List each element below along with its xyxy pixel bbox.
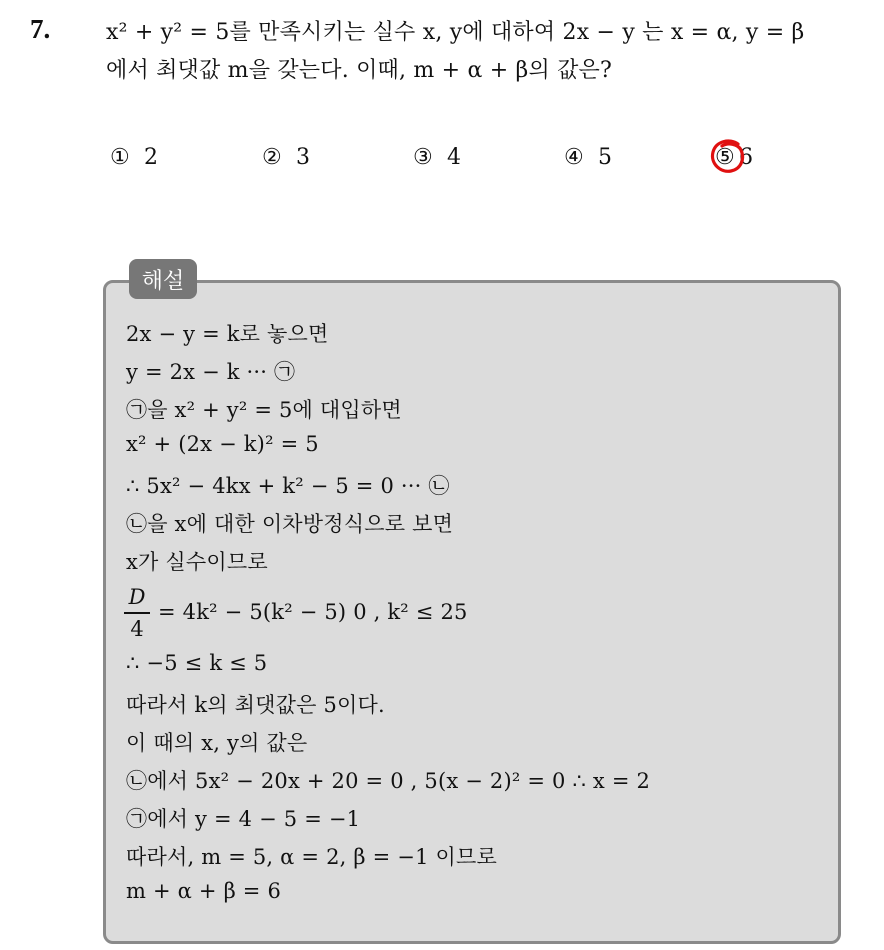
solution-line: x² + (2x − k)² = 5 bbox=[126, 432, 319, 456]
choice-mark: ① bbox=[110, 145, 130, 170]
question-text-line-2: 에서 최댓값 m을 갖는다. 이때, m + α + β의 값은? bbox=[106, 58, 613, 83]
choice-value: 2 bbox=[144, 145, 158, 170]
fraction-denominator: 4 bbox=[130, 616, 144, 641]
choice-mark: ④ bbox=[564, 145, 584, 170]
question-text-line-1: x² + y² = 5를 만족시키는 실수 x, y에 대하여 2x − y 는 x = α, y = β bbox=[106, 20, 805, 45]
question-number: 7. bbox=[30, 14, 51, 44]
choice-mark: ⑤ bbox=[715, 145, 735, 170]
fraction-bar bbox=[124, 612, 150, 614]
choice-2[interactable] bbox=[262, 145, 310, 170]
choice-1[interactable] bbox=[110, 145, 158, 170]
red-circle-mark-icon bbox=[708, 137, 748, 177]
solution-line: x가 실수이므로 bbox=[126, 550, 268, 574]
solution-line: ㉡을 x에 대한 이차방정식으로 보면 bbox=[126, 512, 454, 536]
solution-line: ∴ 5x² − 4kx + k² − 5 = 0 ··· ㉡ bbox=[126, 474, 450, 498]
solution-line: ㉠에서 y = 4 − 5 = −1 bbox=[126, 807, 361, 831]
solution-tag: 해설 bbox=[129, 259, 197, 299]
discriminant-fraction bbox=[124, 584, 150, 642]
choice-value: 3 bbox=[296, 145, 310, 170]
discriminant-expression: = 4k² − 5(k² − 5) 0 , k² ≤ 25 bbox=[158, 600, 468, 624]
choice-value: 6 bbox=[739, 145, 753, 170]
solution-line: ㉡에서 5x² − 20x + 20 = 0 , 5(x − 2)² = 0 ∴ x = 2 bbox=[126, 769, 651, 793]
choice-4[interactable] bbox=[564, 145, 612, 170]
fraction-numerator: D bbox=[128, 585, 146, 609]
choice-value: 4 bbox=[447, 145, 461, 170]
solution-line: m + α + β = 6 bbox=[126, 879, 282, 903]
solution-line: ㉠을 x² + y² = 5에 대입하면 bbox=[126, 398, 402, 422]
solution-line: 이 때의 x, y의 값은 bbox=[126, 731, 308, 755]
solution-line: 따라서 k의 최댓값은 5이다. bbox=[126, 693, 385, 717]
choice-5[interactable] bbox=[715, 145, 753, 170]
solution-line: 2x − y = k로 놓으면 bbox=[126, 322, 329, 346]
solution-line: y = 2x − k ··· ㉠ bbox=[126, 360, 296, 384]
solution-line: ∴ −5 ≤ k ≤ 5 bbox=[126, 651, 268, 675]
choice-mark: ② bbox=[262, 145, 282, 170]
solution-line: 따라서, m = 5, α = 2, β = −1 이므로 bbox=[126, 845, 497, 869]
choice-value: 5 bbox=[598, 145, 612, 170]
choice-mark: ③ bbox=[413, 145, 433, 170]
choice-3[interactable] bbox=[413, 145, 461, 170]
